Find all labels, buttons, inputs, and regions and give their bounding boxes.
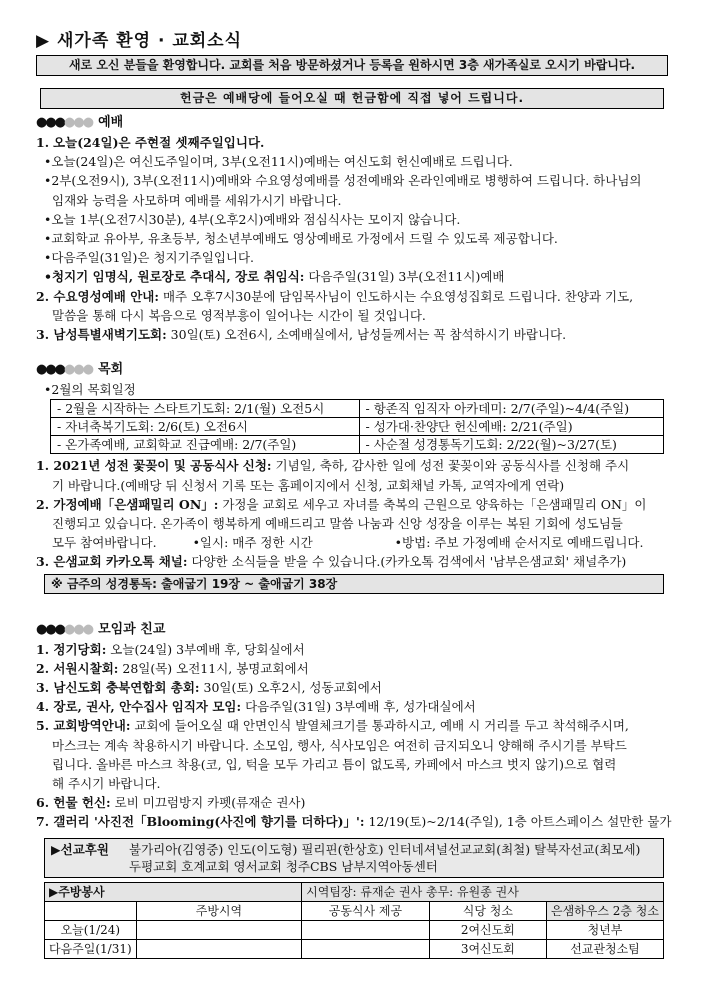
worship-bullet-4: •교회학교 유아부, 유초등부, 청소년부예배도 영상예배로 가정에서 드릴 수 있도록 제공합니다. [44,231,558,247]
worship-item-2: 2. 수요영성예배 안내: 매주 오후7시30분에 담임목사님이 인도하시는 수요영성집회로 드립니다. 찬양과 기도, [36,288,634,304]
pastoral-item-2: 2. 가정예배「은샘패밀리 ON」: 가정을 교회로 세우고 자녀를 축복의 근원으로 양육하는「은샘패밀리 ON」이 [36,496,647,512]
welcome-banner: 새로 오신 분들을 환영합니다. 교회를 처음 방문하셨거나 등록을 원하시면 3층 새가족실로 오시기 바랍니다. [36,55,668,76]
worship-bullet-5: •다음주일(31일)은 청지기주일입니다. [44,250,255,266]
bulletin-page [36,30,672,959]
table-row [45,882,664,901]
table-row [45,939,664,958]
bullet-dots-icon: ●●●●●● [36,115,93,130]
pastoral-item-1-cont: 기 바랍니다.(예배당 뒤 신청서 기록 또는 홈페이지에서 신청, 교회채널 카톡, 교역자에게 연락) [52,477,565,493]
table-row [51,400,664,418]
schedule-cell: - 자녀축복기도회: 2/6(토) 오전6시 [51,418,360,436]
meeting-item-5-cont3: 해 주시기 바랍니다. [52,776,161,792]
worship-item-3: 3. 남성특별새벽기도회: 30일(토) 오전6시, 소예배실에서, 남성들께서는 꼭 참석하시기 바랍니다. [36,327,567,343]
meeting-item-3: 3. 남신도회 충북연합회 총회: 30일(토) 오후2시, 성동교회에서 [36,680,382,696]
table-cell: 2여신도회 [429,920,546,939]
pastoral-item-3: 3. 은샘교회 카카오톡 채널: 다양한 소식들을 받을 수 있습니다.(카카오톡 검색에서 '남부은샘교회' 채널추가) [36,554,627,570]
worship-item-1: 1. 오늘(24일)은 주현절 셋째주일입니다. [36,135,265,150]
schedule-label: •2월의 목회일정 [44,382,136,398]
page-title: ▶ 새가족 환영 · 교회소식 [36,31,243,51]
bible-reading-notice: ※ 금주의 성경통독: 출애굽기 19장 ~ 출애굽기 38장 [44,574,664,594]
table-header: 은샘하우스 2층 청소 [546,901,663,920]
meeting-item-2: 2. 서원시찰회: 28일(목) 오전11시, 봉명교회에서 [36,660,309,676]
schedule-cell: - 항존직 임직자 아카데미: 2/7(주일)~4/4(주일) [359,400,663,418]
mission-support-line1: 불가리아(김영중) 인도(이도형) 필리핀(한상호) 인터네셔널선교교회(최철) 탈북자선교(최모세) [129,841,641,857]
worship-bullet-2: •2부(오전9시), 3부(오전11시)예배와 수요영성예배를 성전예배와 온라인예배로 병행하여 드립니다. 하나님의 [44,173,642,189]
worship-bullet-3: •오늘 1부(오전7시30분), 4부(오후2시)예배와 점심식사는 모이지 않습니다. [44,211,461,227]
schedule-table [50,399,664,454]
bullet-dots-icon: ●●●●●● [36,362,93,378]
table-cell: 청년부 [546,920,663,939]
worship-item-2-cont: 말씀을 통해 다시 복음으로 영적부흥이 일어나는 시간이 될 것입니다. [52,307,426,323]
table-cell [136,920,301,939]
meeting-item-5-cont2: 립니다. 올바른 마스크 착용(코, 입, 턱을 모두 가리고 틈이 없도록, 카페에서 마스크 벗지 않기)으로 협력 [52,756,617,772]
kitchen-duty-label: ▶주방봉사 [45,882,302,901]
table-row [51,436,664,454]
section-pastoral-title: ●●●●●● 목회 [36,362,124,378]
section-meetings-title: ●●●●●● 모임과 친교 [36,621,166,637]
worship-bullet-6: •청지기 임명식, 원로장로 추대식, 장로 취임식: 다음주일(31일) 3부(오전11시)예배 [44,269,505,285]
table-row [45,901,664,920]
mission-support-line2: 두평교회 호계교회 영서교회 청주CBS 남부지역아동센터 [129,858,438,874]
pastoral-item-1: 1. 2021년 성전 꽃꽂이 및 공동식사 신청: 기념일, 축하, 감사한 일에 성전 꽃꽂이와 공동식사를 신청해 주시 [36,458,630,474]
table-header: 식당 청소 [429,901,546,920]
meeting-item-1: 1. 정기당회: 오늘(24일) 3부예배 후, 당회실에서 [36,641,305,657]
schedule-cell: - 성가대·찬양단 헌신예배: 2/21(주일) [359,418,663,436]
schedule-cell: - 온가족예배, 교회학교 진급예배: 2/7(주일) [51,436,360,454]
mission-support-box [44,838,664,878]
meeting-item-5: 5. 교회방역안내: 교회에 들어오실 때 안면인식 발열체크기를 통과하시고, 예배 시 거리를 두고 착석해주시며, [36,718,629,734]
table-header: 공동식사 제공 [302,901,430,920]
worship-bullet-1: •오늘(24일)은 여신도주일이며, 3부(오전11시)예배는 여신도회 헌신예배로 드립니다. [44,154,513,170]
table-cell [302,939,430,958]
meeting-item-5-cont: 마스크는 계속 착용하시기 바랍니다. 소모임, 행사, 식사모임은 여전히 금지되오니 양해해 주시기를 부탁드 [52,737,627,753]
schedule-cell: - 사순절 성경통독기도회: 2/22(월)~3/27(토) [359,436,663,454]
table-cell: 다음주일(1/31) [45,939,137,958]
offering-banner: 헌금은 예배당에 들어오실 때 헌금함에 직접 넣어 드립니다. [40,88,664,109]
kitchen-duty-leaders: 시역팀장: 류재순 권사 총무: 유원종 권사 [302,882,664,901]
table-row [45,920,664,939]
table-cell: 3여신도회 [429,939,546,958]
table-header: 주방시역 [136,901,301,920]
meeting-item-7: 7. 갤러리 '사진전「Blooming(사진에 향기를 더하다)」': 12/19(토)~2/14(주일), 1층 아트스페이스 설만한 물가 [36,814,672,830]
section-worship-title: ●●●●●● 예배 [36,115,124,130]
kitchen-duty-table [44,882,664,959]
table-cell: 오늘(1/24) [45,920,137,939]
table-cell: 선교관청소팀 [546,939,663,958]
pastoral-item-2-cont: 진행되고 있습니다. 온가족이 행복하게 예배드리고 말씀 나눔과 신앙 성장을 이루는 복된 기회에 성도님들 [52,516,623,532]
table-header [45,901,137,920]
pastoral-item-2-cont2: 모두 참여바랍니다. •일시: 매주 정한 시간 •방법: 주보 가정예배 순서지로 예배드립니다. [52,535,644,551]
table-cell [136,939,301,958]
table-cell [302,920,430,939]
bullet-dots-icon: ●●●●●● [36,621,93,637]
schedule-cell: - 2월을 시작하는 스타트기도회: 2/1(월) 오전5시 [51,400,360,418]
meeting-item-4: 4. 장로, 권사, 안수집사 임직자 모임: 다음주일(31일) 3부예배 후, 성가대실에서 [36,699,476,715]
meeting-item-6: 6. 헌물 헌신: 로비 미끄럼방지 카펫(류재순 권사) [36,795,306,811]
mission-support-label: ▶선교후원 [51,841,109,857]
worship-bullet-2-cont: 임재와 능력을 사모하며 예배를 세워가시기 바랍니다. [52,192,342,208]
table-row [51,418,664,436]
